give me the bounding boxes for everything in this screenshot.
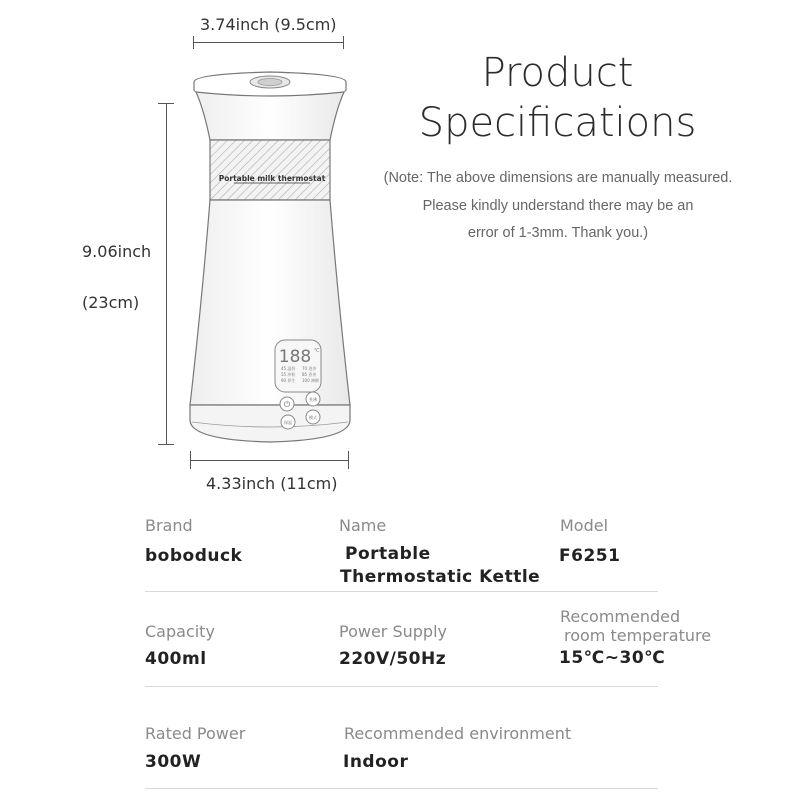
environment-label: Recommended environment xyxy=(344,724,572,743)
note-line3: error of 1-3mm. Thank you.) xyxy=(467,225,649,241)
bottom-width-tick-right xyxy=(348,451,349,469)
kettle-illustration xyxy=(180,60,360,450)
bottom-width-tick-left xyxy=(190,451,191,469)
height-cm-label: (23cm) xyxy=(82,293,140,312)
name-value-line1: Portable xyxy=(345,544,431,564)
boil-button-label: 煮沸 xyxy=(309,397,317,402)
row-divider-3 xyxy=(145,788,658,789)
mode-button-label: 模式 xyxy=(309,415,317,420)
top-width-label: 3.74inch (9.5cm) xyxy=(200,15,337,34)
bottom-width-line xyxy=(190,460,348,461)
capacity-value: 400ml xyxy=(145,649,207,669)
power-supply-label: Power Supply xyxy=(339,622,447,641)
display-label-1: 45 温奶 xyxy=(281,366,296,371)
note-line1: (Note: The above dimensions are manually measured. xyxy=(383,170,733,186)
bottom-width-label: 4.33inch (11cm) xyxy=(206,474,338,493)
page-title-line1: Product xyxy=(481,50,634,96)
power-icon: ⏻ xyxy=(283,400,291,409)
row-divider-1 xyxy=(145,591,658,592)
mode-button xyxy=(306,410,320,424)
temperature-display xyxy=(275,340,321,392)
room-temp-label-line1: Recommended xyxy=(560,607,681,626)
power-button xyxy=(280,397,294,411)
rated-power-value: 300W xyxy=(145,752,202,772)
height-line xyxy=(166,103,167,444)
environment-value: Indoor xyxy=(343,752,409,772)
keep-warm-button xyxy=(281,415,295,429)
brand-label: Brand xyxy=(145,516,193,535)
display-label-2: 55 冲粉 xyxy=(281,372,296,377)
capacity-label: Capacity xyxy=(145,622,215,641)
brand-value: boboduck xyxy=(145,546,243,566)
display-label-4: 70 泡茶 xyxy=(302,366,317,371)
keep-warm-button-label: 保温 xyxy=(284,420,292,425)
top-width-tick-left xyxy=(193,36,194,49)
power-supply-value: 220V/50Hz xyxy=(339,649,447,669)
display-label-3: 90 养生 xyxy=(281,378,296,383)
top-width-tick-right xyxy=(343,36,344,49)
display-label-5: 85 煮茶 xyxy=(302,372,317,377)
top-width-line xyxy=(193,42,343,43)
page-title-line2: Specifications xyxy=(418,100,697,146)
kettle-body xyxy=(190,200,350,405)
row-divider-2 xyxy=(145,686,658,687)
height-tick-top xyxy=(158,103,174,104)
room-temp-value: 15℃~30℃ xyxy=(559,648,666,668)
boil-button xyxy=(306,392,320,406)
display-digits: 188 xyxy=(278,347,312,367)
rated-power-label: Rated Power xyxy=(145,724,246,743)
height-tick-bottom xyxy=(158,444,174,445)
display-unit: ℃ xyxy=(314,348,320,354)
display-label-6: 100 沸腾 xyxy=(302,378,319,383)
note-line2: Please kindly understand there may be an xyxy=(422,198,694,214)
model-value: F6251 xyxy=(559,546,621,566)
kettle-neck xyxy=(196,92,344,140)
name-value-line2: Thermostatic Kettle xyxy=(340,567,541,587)
kettle-base xyxy=(190,405,350,442)
kettle-band xyxy=(210,140,330,200)
band-text: Portable milk thermostat xyxy=(218,174,326,183)
model-label: Model xyxy=(560,516,609,535)
room-temp-label-line2: room temperature xyxy=(564,626,712,645)
height-inch-label: 9.06inch xyxy=(82,242,152,261)
name-label: Name xyxy=(339,516,387,535)
